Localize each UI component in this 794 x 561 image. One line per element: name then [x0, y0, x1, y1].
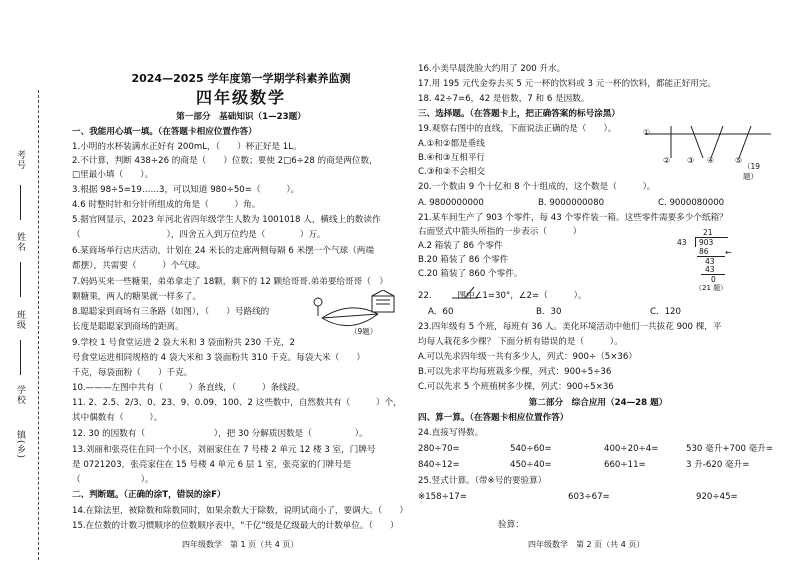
section-title: 一、我能用心填一填。（在答题卡相应位置作答） — [72, 127, 257, 137]
margin-label-town: 镇(乡) — [15, 430, 25, 460]
question-line: □里最小填（ ）。 — [72, 170, 154, 180]
page-footer: 四年级数学 第 2 页（共 4 页） — [528, 540, 645, 549]
question-line: 21.某车间生产了 903 个零件，每 43 个零件装一箱。这些零件需要多少个纸箱？ — [418, 213, 728, 223]
question-line: 23.四年级有 5 个班，每班有 36 人。美化环境活动中他们一共拔花 900 棵，平 — [418, 322, 722, 332]
question-line: 号食堂运进相同规格的 4 袋大米和 3 袋面粉共 310 千克。每袋大米（ ） — [72, 353, 365, 363]
calc-item: 660÷11= — [604, 460, 646, 470]
calc-item: 840÷12= — [418, 460, 460, 470]
question-line: 4.6 时整时针和分针所组成的角是（ ）角。 — [72, 200, 261, 210]
question-line: 2.不计算，判断 438÷26 的商是（ ）位数；要使 2□6÷28 的商是两位数， — [72, 156, 378, 166]
option: B.④和③互相平行 — [418, 153, 486, 163]
dividend: 903 — [699, 238, 714, 247]
option: B.可以先求平均每班栽多少棵，列式：900÷5÷36 — [418, 367, 612, 377]
question-line: 千克，每袋面粉（ ）千克。 — [72, 368, 193, 378]
check-label: 验算： — [498, 520, 524, 530]
line-label: ② — [663, 156, 671, 165]
divisor: 43 — [677, 238, 687, 247]
calc-item: 603÷67= — [568, 492, 610, 502]
question-line: 15.在位数的计数习惯顺序的位数顺序表中，"千亿"级是亿级最大的计数单位。（ ） — [72, 521, 399, 531]
question-line: 8.聪聪家到商场有三条路（如图），（ ）号路线的 — [72, 307, 270, 317]
question-line: 14.在除法里，被除数和除数同时，如果余数大于除数，说明试商小了，要调大。（ ） — [72, 506, 408, 516]
question-line: 11. 2、2.5、2/3、0、23、9、0.09、100、2 这些数中，自然数共有（ ）个， — [72, 398, 402, 408]
question-line: 20.一个数由 9 个十亿和 8 个十组成的，这个数是（ ）。 — [418, 182, 656, 192]
blank-line — [20, 262, 21, 297]
section-title: 三、选择题。（在答题卡上，把正确答案的标号涂黑） — [418, 109, 620, 119]
page-footer: 四年级数学 第 1 页（共 4 页） — [182, 540, 299, 549]
question-line: 24.直接写得数。 — [418, 428, 484, 438]
figure-caption: （21 题） — [695, 284, 728, 292]
calc-item: 280÷70= — [418, 444, 460, 454]
question-line: 5.据官网显示，2023 年河北省四年级学生人数为 1001018 人，横线上的数读作 — [72, 215, 381, 225]
question-line: 都摆），共需要（ ）个气球。 — [72, 261, 206, 271]
question-line: 是 0721203，张亮家住在 15 号楼 4 单元 6 层 1 室，张亮家的门牌号是 — [72, 460, 352, 470]
section-title: 四、算一算。（在答题卡相应位置作答） — [418, 413, 569, 423]
option: C．120 — [650, 307, 681, 317]
option: A.可以先求四年级一共有多少人，列式：900÷（5×36） — [418, 352, 637, 362]
calc-item: 530 毫升+700 毫升= — [686, 444, 774, 454]
option: C.可以先求 5 个班植树多少棵，列式：900÷5×36 — [418, 382, 614, 392]
question-line: （ ）。 — [72, 475, 154, 485]
calc-item: ※158÷17= — [418, 492, 467, 502]
step: 86 — [699, 247, 709, 256]
question-line: 18. 42÷7=6，42 是倍数，7 和 6 是因数。 — [418, 94, 590, 104]
section-title: 二、判断题。（正确的涂T，错误的涂F） — [72, 490, 226, 500]
line-label: ⑤ — [735, 156, 743, 165]
option: A.2 箱装了 86 个零件 — [418, 241, 503, 251]
line-label: ③ — [687, 156, 695, 165]
question-line: 其中偶数有（ ）。 — [72, 413, 163, 423]
margin-label-class: 班级 — [15, 310, 25, 330]
question-line: 1.小明的水杯装满水正好有 200mL，（ ）杯正好是 1L。 — [72, 142, 302, 152]
option: C. 9000080000 — [658, 198, 725, 208]
calc-item: 920÷45= — [696, 492, 738, 502]
question-line: 16.小美早晨洗脸大约用了 200 升水。 — [418, 64, 566, 74]
lines-figure — [643, 124, 773, 181]
quotient: 21 — [703, 228, 713, 237]
figure-caption: （19 题） — [743, 162, 761, 181]
part-title: 第一部分 基础知识（1—23题） — [176, 112, 306, 122]
left-column — [72, 0, 410, 561]
calc-item: 540÷60= — [510, 444, 552, 454]
figure-caption: （9题） — [350, 327, 378, 336]
line-label: ① — [643, 128, 651, 137]
question-line: 12. 30 的因数有（ ），把 30 分解质因数是（ ）。 — [72, 429, 368, 439]
question-line: 25.竖式计算。（带※号的要验算） — [418, 476, 547, 486]
question-line: 3.根据 98÷5=19……3，可以知道 980÷50=（ ）。 — [72, 185, 300, 195]
question-line: 6.某商场举行店庆活动，计划在 24 米长的走廊两侧每隔 6 米摆一个气球（两端 — [72, 246, 374, 256]
option: C.20 箱装了 860 个零件。 — [418, 269, 523, 279]
option: B.20 箱装了 86 个零件 — [418, 255, 509, 265]
question-line: 13.刘丽和张亮住在同一个小区，刘丽家住在 7 号楼 2 单元 12 楼 3 室，门牌号 — [72, 445, 376, 455]
binding-margin — [0, 0, 70, 561]
cut-line — [38, 90, 39, 560]
right-column — [418, 0, 778, 561]
blank-line — [20, 340, 21, 375]
margin-label-name: 姓名 — [15, 232, 25, 252]
part-title: 第二部分 综合应用（24—28 题） — [528, 398, 668, 408]
line-label: ④ — [707, 156, 715, 165]
question-line: 均每人栽花多少棵？ 下面分析有错误的是（ ）。 — [418, 337, 623, 347]
question-line: 17.用 195 元代金券去买 5 元一杯的饮料或 3 元一杯的饮料，都能正好用完。 — [418, 79, 717, 89]
margin-label-kaohao: 考号 — [15, 150, 25, 170]
question-line: （ ），四舍五入到万位约是（ ）万。 — [72, 230, 326, 240]
route-figure — [310, 290, 405, 340]
division-figure — [673, 228, 743, 290]
calc-item: 400÷20÷4= — [604, 444, 659, 454]
angle-diagram — [452, 286, 478, 300]
option: A.①和②都是垂线 — [418, 139, 485, 149]
calc-item: 3 升-620 毫升= — [686, 460, 750, 470]
exam-title: 2024—2025 学年度第一学期学科素养监测 — [131, 72, 351, 85]
blank-line — [20, 185, 21, 220]
step: 43 — [705, 257, 715, 266]
option: B. 9000000080 — [538, 198, 605, 208]
margin-label-school: 学校 — [15, 385, 25, 405]
remainder: 0 — [711, 275, 716, 284]
question-line: 右面竖式中箭头所指的一步表示（ ） — [418, 227, 582, 237]
step: 43 — [705, 265, 715, 274]
subject-title: 四年级数学 — [195, 88, 286, 107]
angle-figure — [452, 286, 478, 300]
option: A. 9800000000 — [418, 198, 484, 208]
question-line: 长度是聪聪家到商场的距离。 — [72, 322, 184, 332]
question-line: 颗糖果，两人的糖果就一样多了。 — [72, 292, 201, 302]
calc-item: 450÷40= — [510, 460, 552, 470]
option: B．30 — [536, 307, 562, 317]
question-line: 9.学校 1 号食堂运进 2 袋大米和 3 袋面粉共 230 千克，2 — [72, 338, 296, 348]
question-line: 19.观察右图中的直线，下面说法正确的是（ ）。 — [418, 124, 617, 134]
question-line: 10.———左图中共有（ ）条直线，（ ）条线段。 — [72, 383, 305, 393]
option: C.③和②不会相交 — [418, 167, 486, 177]
option: A．60 — [428, 307, 454, 317]
question-line: 22. 图中∠1=30°，∠2=（ ）。 — [418, 291, 587, 301]
question-line: 7.妈妈买来一些糖果，弟弟拿走了 18颗，剩下的 12 颗给哥哥.弟弟要给哥哥（ ） — [72, 277, 388, 287]
arrow-icon: ← — [725, 248, 732, 257]
